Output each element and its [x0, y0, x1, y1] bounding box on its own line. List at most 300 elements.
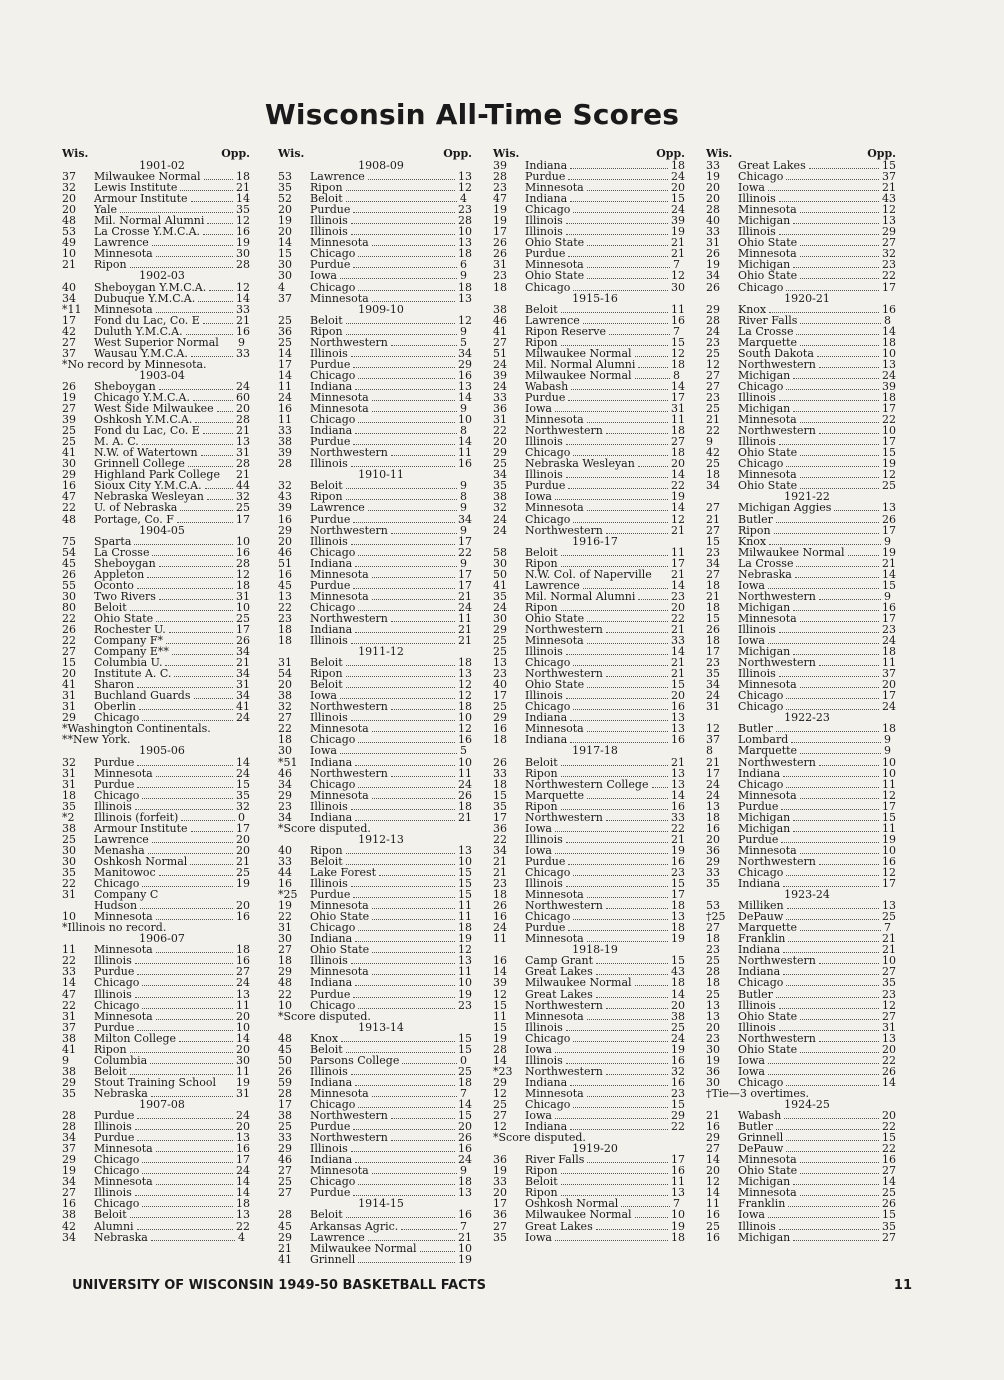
opponent-score: 24	[236, 766, 250, 780]
dot-leader	[583, 588, 668, 589]
dot-leader	[566, 842, 668, 843]
wisconsin-score: 33	[706, 866, 720, 879]
opponent-name: Minnesota	[525, 501, 584, 515]
opponent-name: Company C	[94, 888, 159, 902]
opponent-name: Minnesota	[738, 203, 797, 217]
dot-leader	[358, 256, 455, 257]
opponent-name: Illinois	[738, 667, 776, 681]
dot-leader	[781, 842, 879, 843]
opponent-name: Purdue	[94, 1109, 135, 1123]
dot-leader	[796, 566, 879, 567]
wisconsin-score: 31	[278, 656, 292, 670]
game-row	[706, 679, 896, 690]
dot-leader	[191, 201, 233, 202]
opponent-score: 14	[671, 379, 685, 393]
wisconsin-score: 22	[62, 877, 76, 891]
game-row	[493, 790, 685, 801]
wisconsin-score: 18	[706, 578, 720, 592]
wisconsin-score: 12	[706, 1175, 720, 1189]
dot-leader	[209, 290, 233, 291]
wisconsin-score: 35	[493, 799, 507, 813]
dot-leader	[351, 643, 455, 644]
wisconsin-score: 39	[493, 368, 507, 382]
game-row	[706, 690, 896, 701]
opponent-name: Beloit	[310, 678, 343, 692]
wisconsin-score: 24	[493, 379, 507, 393]
opponent-score: 21	[458, 634, 472, 648]
opponent-score: 21	[236, 424, 250, 438]
opponent-name: Indiana	[738, 877, 781, 891]
opponent-name: Indiana	[738, 943, 781, 957]
wisconsin-score: 30	[62, 589, 76, 603]
opponent-score: 31	[882, 1020, 896, 1034]
game-row	[278, 270, 472, 281]
game-row	[493, 646, 685, 657]
wisconsin-score: 55	[62, 578, 76, 592]
dot-leader	[793, 267, 879, 268]
game-row	[706, 226, 896, 237]
opponent-name: Illinois	[738, 1020, 776, 1034]
opponent-score: 28	[458, 214, 472, 228]
opponent-name: Lawrence	[525, 313, 580, 327]
dot-leader	[587, 267, 670, 268]
game-row	[493, 1044, 685, 1055]
opponent-score: 14	[671, 501, 685, 515]
dot-leader	[561, 312, 668, 313]
wisconsin-score: 21	[706, 589, 720, 603]
wisconsin-score: 24	[493, 600, 507, 614]
score-column	[493, 148, 685, 1243]
dot-leader	[800, 323, 881, 324]
dot-leader	[788, 941, 879, 942]
dot-leader	[638, 367, 668, 368]
opponent-score: 7	[673, 258, 680, 272]
opponent-name: Lawrence	[525, 578, 580, 592]
opponent-name: Wausau Y.M.C.A.	[94, 346, 188, 360]
dot-leader	[587, 422, 668, 423]
dot-leader	[561, 1184, 668, 1185]
wisconsin-score: 29	[278, 965, 292, 979]
opponent-name: Minnesota	[310, 788, 369, 802]
dot-leader	[800, 477, 879, 478]
wisconsin-score: 41	[62, 1042, 76, 1056]
opponent-name: Chicago	[525, 1031, 571, 1045]
dot-leader	[800, 256, 879, 257]
dot-leader	[358, 378, 455, 379]
opponent-name: Ohio State	[738, 1009, 798, 1023]
opponent-name: Chicago	[310, 733, 356, 747]
opponent-score: 28	[236, 457, 250, 471]
opponent-score: 13	[882, 899, 896, 913]
wisconsin-score: 25	[62, 435, 76, 449]
opponent-name: Illinois	[738, 225, 776, 239]
wisconsin-score: 18	[706, 810, 720, 824]
wisconsin-score: 23	[706, 545, 720, 559]
dot-leader	[587, 1019, 668, 1020]
wisconsin-score: 34	[62, 1230, 76, 1244]
dot-leader	[568, 179, 668, 180]
dot-leader	[355, 566, 457, 567]
opponent-score: 11	[882, 656, 896, 670]
opponent-name: Chicago	[738, 689, 784, 703]
opponent-name: Portage, Co. F	[94, 512, 174, 526]
game-row	[493, 1088, 685, 1099]
game-row	[62, 536, 250, 547]
wisconsin-score: 34	[278, 810, 292, 824]
game-row	[706, 304, 896, 315]
opponent-score: 10	[458, 755, 472, 769]
opponent-score: 19	[671, 490, 685, 504]
dot-leader	[774, 533, 879, 534]
wisconsin-score: 48	[278, 976, 292, 990]
game-row	[706, 160, 896, 171]
season-heading: 1908-09	[358, 159, 404, 172]
opponent-name: Northwestern	[738, 1031, 816, 1045]
dot-leader	[768, 190, 879, 191]
game-row	[278, 237, 472, 248]
opponent-name: Illinois	[310, 534, 348, 548]
opponent-name: Minnesota	[738, 843, 797, 857]
dot-leader	[596, 974, 668, 975]
season-heading: 1904-05	[139, 523, 185, 537]
wisconsin-score: 34	[706, 556, 720, 570]
season-heading: 1910-11	[358, 468, 404, 482]
opponent-score: 21	[671, 656, 685, 670]
dot-leader	[791, 742, 881, 743]
opponent-score: 18	[236, 578, 250, 592]
wisconsin-score: 46	[278, 1153, 292, 1167]
wisconsin-score: 39	[493, 976, 507, 990]
game-row	[706, 1198, 896, 1209]
opponent-score: 24	[882, 634, 896, 648]
opponent-score: 20	[236, 843, 250, 857]
game-row	[278, 569, 472, 580]
opponent-name: Nebraska Wesleyan	[94, 490, 204, 504]
game-row	[493, 480, 685, 491]
dot-leader	[570, 742, 668, 743]
wisconsin-score: 19	[706, 258, 720, 272]
wisconsin-score: 33	[493, 1175, 507, 1189]
dot-leader	[561, 765, 668, 766]
wisconsin-score: 9	[706, 435, 713, 449]
game-row	[706, 911, 896, 922]
dot-leader	[800, 1195, 879, 1196]
dot-leader	[358, 422, 455, 423]
dot-leader	[142, 985, 233, 986]
wisconsin-score: 22	[278, 600, 292, 614]
opponent-score: 24	[236, 976, 250, 990]
game-row	[706, 668, 896, 679]
game-row	[278, 547, 472, 558]
wisconsin-score: 27	[62, 335, 76, 349]
dot-leader	[159, 599, 233, 600]
dot-leader	[819, 599, 881, 600]
opponent-name: Beloit	[525, 545, 558, 559]
wisconsin-score: 30	[706, 1075, 720, 1089]
dot-leader	[142, 798, 233, 799]
opponent-name: Oconto	[94, 578, 134, 592]
game-row	[706, 1143, 896, 1154]
game-row	[62, 569, 250, 580]
opponent-name: Ohio State	[525, 269, 585, 283]
opponent-name: Purdue	[310, 357, 351, 371]
dot-leader	[194, 698, 234, 699]
game-row	[62, 248, 250, 259]
opponent-name: Chicago	[310, 1097, 356, 1111]
opponent-score: 10	[458, 854, 472, 868]
opponent-name: Chicago	[94, 711, 140, 725]
opponent-score: 11	[458, 766, 472, 780]
wisconsin-score: 11	[278, 379, 292, 393]
wisconsin-score: 22	[706, 424, 720, 438]
game-row	[493, 779, 685, 790]
wisconsin-score: 17	[706, 645, 720, 659]
opponent-name: Michigan	[738, 645, 791, 659]
game-row	[278, 580, 472, 591]
wisconsin-score: 27	[278, 1186, 292, 1200]
opponent-score: 28	[236, 556, 250, 570]
wisconsin-score: 30	[493, 556, 507, 570]
opponent-score: 10	[236, 534, 250, 548]
dot-leader	[358, 610, 455, 611]
opponent-name: Michigan	[738, 810, 791, 824]
wisconsin-score: 16	[62, 479, 76, 493]
game-row	[493, 525, 685, 536]
game-row	[278, 757, 472, 768]
opponent-name: Duluth Y.M.C.A.	[94, 324, 183, 338]
game-row	[62, 944, 250, 955]
game-row	[493, 768, 685, 779]
game-row	[493, 989, 685, 1000]
wisconsin-score: 19	[278, 899, 292, 913]
opponent-name: Northwestern	[310, 1131, 388, 1145]
opponent-name: Chicago	[310, 545, 356, 559]
opponent-name: N.W. of Watertown	[94, 446, 198, 460]
dot-leader	[793, 654, 879, 655]
opponent-name: Chicago	[525, 1097, 571, 1111]
game-row	[278, 1088, 472, 1099]
season-heading: 1920-21	[784, 291, 830, 305]
dot-leader	[635, 1217, 668, 1218]
game-row	[278, 171, 472, 182]
dot-leader	[568, 930, 668, 931]
opponent-name: Ripon	[94, 258, 127, 272]
dot-leader	[137, 1229, 233, 1230]
dot-leader	[786, 698, 879, 699]
wisconsin-score: 19	[706, 170, 720, 184]
game-row	[278, 1165, 472, 1176]
game-row	[62, 1143, 250, 1154]
wisconsin-score: 16	[278, 877, 292, 891]
dot-leader	[346, 499, 457, 500]
wisconsin-score: 21	[706, 413, 720, 427]
game-row	[706, 1066, 896, 1077]
dot-leader	[346, 687, 455, 688]
wisconsin-score: 26	[278, 1064, 292, 1078]
dot-leader	[358, 787, 455, 788]
dot-leader	[346, 853, 455, 854]
wisconsin-score: 14	[278, 236, 292, 250]
opponent-score: 17	[882, 799, 896, 813]
opponent-name: Northwestern	[310, 700, 388, 714]
opponent-name: Purdue	[310, 987, 351, 1001]
dot-leader	[573, 709, 668, 710]
opponent-score: 33	[671, 634, 685, 648]
game-row	[706, 436, 896, 447]
opponent-name: Illinois	[525, 435, 563, 449]
game-row	[493, 867, 685, 878]
dot-leader	[779, 676, 879, 677]
game-row	[706, 1055, 896, 1066]
dot-leader	[561, 610, 668, 611]
wisconsin-score: 38	[278, 689, 292, 703]
dot-leader	[165, 665, 233, 666]
dot-leader	[566, 223, 668, 224]
opponent-name: Stout Training School	[94, 1075, 217, 1089]
dot-leader	[351, 720, 455, 721]
opponent-name: Purdue	[525, 479, 566, 493]
game-row	[493, 635, 685, 646]
dot-leader	[800, 687, 879, 688]
opponent-score: 16	[882, 854, 896, 868]
opponent-score: 13	[236, 1131, 250, 1145]
opponent-score: 32	[236, 799, 250, 813]
game-row	[278, 779, 472, 790]
wisconsin-score: 40	[278, 843, 292, 857]
game-row	[62, 425, 250, 436]
wisconsin-score: 12	[493, 1086, 507, 1100]
opponent-score: 15	[882, 1131, 896, 1145]
dot-leader	[587, 731, 668, 732]
opponent-score: 16	[671, 1164, 685, 1178]
opponent-score: 7	[460, 1086, 467, 1100]
wisconsin-score: 24	[706, 788, 720, 802]
game-row	[493, 182, 685, 193]
opponent-score: 15	[458, 1109, 472, 1123]
footnote: *Score disputed.	[278, 1009, 371, 1023]
wisconsin-score: 20	[278, 203, 292, 217]
game-row	[62, 1033, 250, 1044]
game-row	[493, 878, 685, 889]
wisconsin-score: 36	[278, 324, 292, 338]
dot-leader	[561, 566, 668, 567]
wisconsin-score: 27	[706, 368, 720, 382]
opponent-name: Illinois	[94, 954, 132, 968]
opponent-name: Michigan	[738, 821, 791, 835]
wisconsin-score: 14	[493, 965, 507, 979]
opponent-score: 22	[882, 413, 896, 427]
opponent-score: 17	[671, 888, 685, 902]
wisconsin-score: 24	[493, 921, 507, 935]
dot-leader	[191, 356, 233, 357]
opponent-name: Chicago	[94, 788, 140, 802]
opponent-name: Iowa	[525, 1042, 552, 1056]
wisconsin-score: 19	[493, 203, 507, 217]
dot-leader	[191, 831, 233, 832]
opponent-score: 11	[458, 899, 472, 913]
opponent-score: 23	[882, 987, 896, 1001]
dot-leader	[793, 223, 879, 224]
dot-leader	[156, 256, 233, 257]
opponent-score: 21	[671, 236, 685, 250]
opponent-score: 4	[238, 1230, 245, 1244]
opponent-name: Knox	[738, 302, 767, 316]
dot-leader	[180, 190, 233, 191]
game-row	[278, 1000, 472, 1011]
game-row	[493, 812, 685, 823]
opponent-name: Milliken	[738, 899, 784, 913]
wisconsin-score: 22	[62, 998, 76, 1012]
game-row	[706, 922, 896, 933]
dot-leader	[800, 1162, 879, 1163]
opponent-score: 16	[458, 1142, 472, 1156]
opponent-score: 10	[882, 766, 896, 780]
game-row	[493, 381, 685, 392]
opponent-score: 21	[882, 932, 896, 946]
opponent-name: Two Rivers	[94, 589, 156, 603]
opponent-name: Ohio State	[525, 678, 585, 692]
dot-leader	[795, 577, 879, 578]
opponent-score: 14	[236, 1186, 250, 1200]
wisconsin-score: 29	[278, 1142, 292, 1156]
wisconsin-score: 34	[62, 291, 76, 305]
dot-leader	[819, 433, 879, 434]
wisconsin-score: 21	[706, 512, 720, 526]
game-row	[706, 392, 896, 403]
wisconsin-score: 16	[278, 512, 292, 526]
wisconsin-score: 31	[62, 888, 76, 902]
dot-leader	[784, 1118, 879, 1119]
wisconsin-score: 47	[62, 987, 76, 1001]
wisconsin-score: 53	[278, 170, 292, 184]
opponent-score: 20	[236, 1009, 250, 1023]
opponent-score: 26	[458, 788, 472, 802]
game-row	[493, 259, 685, 270]
opponent-score: 25	[236, 501, 250, 515]
opponent-score: 16	[882, 1153, 896, 1167]
opponent-score: 21	[671, 523, 685, 537]
dot-leader	[166, 643, 233, 644]
opponent-name: Purdue	[310, 578, 351, 592]
wisconsin-score: 18	[278, 622, 292, 636]
opponent-name: Purdue	[310, 1186, 351, 1200]
opponent-score: 21	[671, 755, 685, 769]
wisconsin-score: 24	[706, 324, 720, 338]
game-row	[278, 712, 472, 723]
opponent-score: 17	[236, 512, 250, 526]
wisconsin-score: 14	[278, 346, 292, 360]
game-row	[278, 768, 472, 779]
opponent-name: Lake Forest	[310, 866, 377, 879]
opponent-name: Indiana	[310, 556, 353, 570]
dot-leader	[130, 1074, 233, 1075]
game-row	[278, 966, 472, 977]
wisconsin-score: 31	[493, 258, 507, 272]
opponent-score: 12	[236, 214, 250, 228]
game-row	[493, 1066, 685, 1077]
wisconsin-score: 27	[706, 523, 720, 537]
opponent-score: 21	[882, 943, 896, 957]
opponent-name: Michigan	[738, 258, 791, 272]
opponent-score: 14	[458, 390, 472, 404]
season-heading: 1921-22	[784, 490, 830, 504]
opp-header: Opp.	[221, 147, 250, 160]
dot-leader	[606, 433, 668, 434]
wisconsin-score: 36	[493, 402, 507, 416]
opponent-score: 15	[671, 192, 685, 206]
game-row	[278, 922, 472, 933]
opponent-name: Company F*	[94, 634, 163, 648]
